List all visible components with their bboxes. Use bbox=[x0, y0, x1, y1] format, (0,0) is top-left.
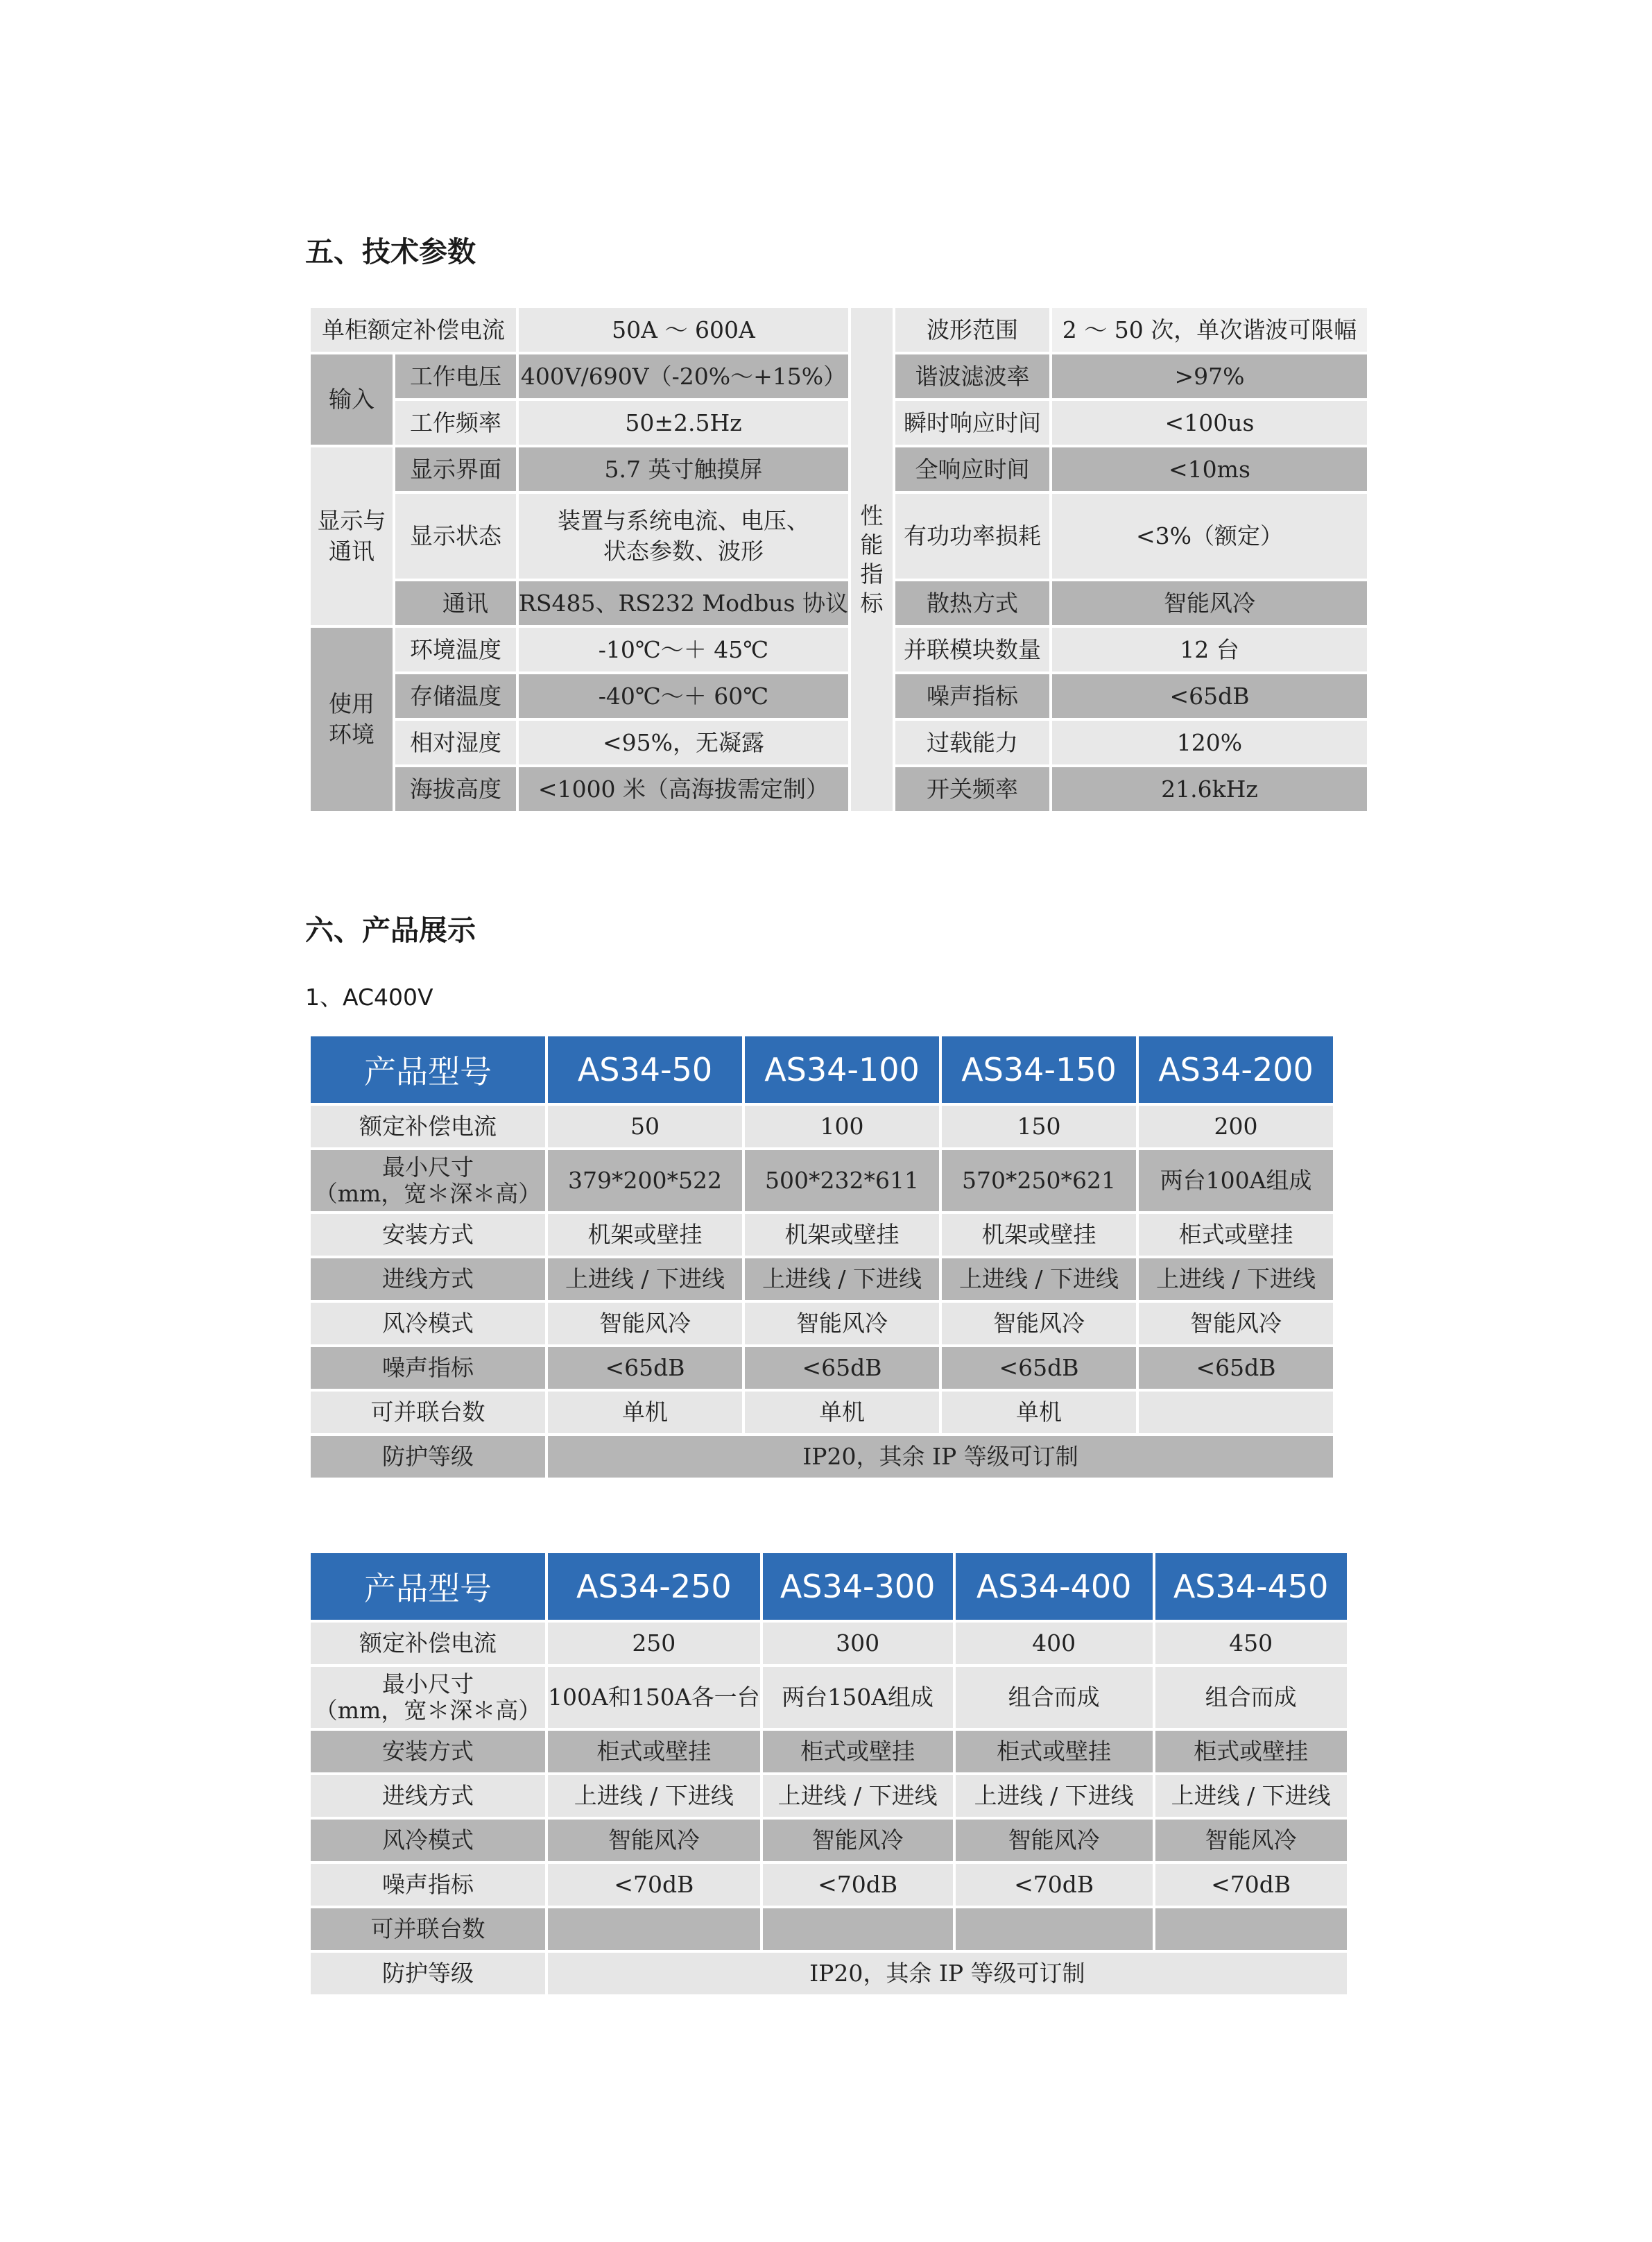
cell bbox=[548, 1908, 760, 1950]
section6-subtitle: 1、AC400V bbox=[305, 984, 433, 1011]
row-label: 额定补偿电流 bbox=[311, 1623, 545, 1664]
group-display: 显示与 通讯 bbox=[311, 447, 393, 625]
spec-value: -10℃～＋ 45℃ bbox=[519, 628, 848, 671]
cell: 单机 bbox=[745, 1392, 939, 1433]
cell: 柜式或壁挂 bbox=[1139, 1214, 1333, 1256]
cell: 上进线 / 下进线 bbox=[548, 1258, 742, 1300]
cell: 智能风冷 bbox=[548, 1303, 742, 1344]
cell: 智能风冷 bbox=[548, 1820, 760, 1861]
product-table-2 bbox=[308, 1550, 1350, 1997]
cell: 450 bbox=[1155, 1623, 1347, 1664]
spec-value: <10ms bbox=[1052, 447, 1367, 491]
spec-label: 散热方式 bbox=[895, 581, 1049, 625]
cell: 智能风冷 bbox=[1155, 1820, 1347, 1861]
spec-label: 相对湿度 bbox=[395, 721, 516, 764]
cell bbox=[1139, 1392, 1333, 1433]
cell: 400 bbox=[956, 1623, 1153, 1664]
spec-value: 12 台 bbox=[1052, 628, 1367, 671]
tech-spec-table bbox=[308, 305, 1370, 814]
spec-value: <95%，无凝露 bbox=[519, 721, 848, 764]
cell: 柜式或壁挂 bbox=[956, 1731, 1153, 1772]
spec-label: 显示状态 bbox=[395, 494, 516, 579]
spec-label: 有功功率损耗 bbox=[895, 494, 1049, 579]
cell-protection: IP20，其余 IP 等级可订制 bbox=[548, 1953, 1347, 1994]
spec-label: 全响应时间 bbox=[895, 447, 1049, 491]
row-label: 防护等级 bbox=[311, 1953, 545, 1994]
cell: 上进线 / 下进线 bbox=[942, 1258, 1136, 1300]
row-label: 噪声指标 bbox=[311, 1864, 545, 1906]
cell: 500*232*611 bbox=[745, 1150, 939, 1211]
cell: 上进线 / 下进线 bbox=[1139, 1258, 1333, 1300]
spec-value: <1000 米（高海拔需定制） bbox=[519, 767, 848, 811]
row-label: 可并联台数 bbox=[311, 1908, 545, 1950]
cell: 柜式或壁挂 bbox=[548, 1731, 760, 1772]
cell: 379*200*522 bbox=[548, 1150, 742, 1211]
model-header: AS34-400 bbox=[956, 1553, 1153, 1620]
cell: 机架或壁挂 bbox=[942, 1214, 1136, 1256]
model-header: AS34-100 bbox=[745, 1036, 939, 1103]
cell bbox=[1155, 1908, 1347, 1950]
spec-label: 开关频率 bbox=[895, 767, 1049, 811]
cell: 上进线 / 下进线 bbox=[1155, 1775, 1347, 1817]
cell: 50 bbox=[548, 1106, 742, 1147]
spec-value: 5.7 英寸触摸屏 bbox=[519, 447, 848, 491]
spec-label: 波形范围 bbox=[895, 308, 1049, 352]
spec-label: 过载能力 bbox=[895, 721, 1049, 764]
spec-value: 2 ～ 50 次，单次谐波可限幅 bbox=[1052, 308, 1367, 352]
cell: 智能风冷 bbox=[1139, 1303, 1333, 1344]
cell: 机架或壁挂 bbox=[745, 1214, 939, 1256]
row-label: 风冷模式 bbox=[311, 1820, 545, 1861]
spec-value: -40℃～＋ 60℃ bbox=[519, 674, 848, 718]
spec-value: 装置与系统电流、电压、 状态参数、波形 bbox=[519, 494, 848, 579]
cell bbox=[956, 1908, 1153, 1950]
cell: 上进线 / 下进线 bbox=[956, 1775, 1153, 1817]
cell: 100 bbox=[745, 1106, 939, 1147]
cell: <70dB bbox=[763, 1864, 953, 1906]
cell: 两台100A组成 bbox=[1139, 1150, 1333, 1211]
cell: 单机 bbox=[942, 1392, 1136, 1433]
cell-protection: IP20，其余 IP 等级可订制 bbox=[548, 1436, 1333, 1478]
row-label: 最小尺寸 （mm，宽＊深＊高） bbox=[311, 1667, 545, 1728]
row-label: 风冷模式 bbox=[311, 1303, 545, 1344]
cell: 组合而成 bbox=[1155, 1667, 1347, 1728]
spec-label: 工作电压 bbox=[395, 354, 516, 398]
cell: <70dB bbox=[1155, 1864, 1347, 1906]
cell: 300 bbox=[763, 1623, 953, 1664]
model-header: AS34-50 bbox=[548, 1036, 742, 1103]
row-label: 噪声指标 bbox=[311, 1347, 545, 1389]
cell: 机架或壁挂 bbox=[548, 1214, 742, 1256]
spec-value: <3%（额定） bbox=[1052, 494, 1367, 579]
cell: 柜式或壁挂 bbox=[763, 1731, 953, 1772]
spec-label: 谐波滤波率 bbox=[895, 354, 1049, 398]
cell: 智能风冷 bbox=[956, 1820, 1153, 1861]
spec-label: 显示界面 bbox=[395, 447, 516, 491]
spec-value: 智能风冷 bbox=[1052, 581, 1367, 625]
cell: 250 bbox=[548, 1623, 760, 1664]
model-header: AS34-150 bbox=[942, 1036, 1136, 1103]
spec-value: <100us bbox=[1052, 401, 1367, 445]
cell: 智能风冷 bbox=[745, 1303, 939, 1344]
group-input: 输入 bbox=[311, 354, 393, 445]
spec-value: 50A ～ 600A bbox=[519, 308, 848, 352]
spec-label: 海拔高度 bbox=[395, 767, 516, 811]
row-label: 额定补偿电流 bbox=[311, 1106, 545, 1147]
model-header: AS34-250 bbox=[548, 1553, 760, 1620]
group-env: 使用 环境 bbox=[311, 628, 393, 811]
cell bbox=[763, 1908, 953, 1950]
cell: 单机 bbox=[548, 1392, 742, 1433]
spec-label: 环境温度 bbox=[395, 628, 516, 671]
model-header: AS34-200 bbox=[1139, 1036, 1333, 1103]
spec-value: 21.6kHz bbox=[1052, 767, 1367, 811]
header-label: 产品型号 bbox=[311, 1036, 545, 1103]
cell: <65dB bbox=[942, 1347, 1136, 1389]
model-header: AS34-300 bbox=[763, 1553, 953, 1620]
cell: <70dB bbox=[548, 1864, 760, 1906]
cell: 上进线 / 下进线 bbox=[763, 1775, 953, 1817]
row-label: 可并联台数 bbox=[311, 1392, 545, 1433]
spec-value: >97% bbox=[1052, 354, 1367, 398]
cell: <65dB bbox=[1139, 1347, 1333, 1389]
cell: 智能风冷 bbox=[942, 1303, 1136, 1344]
spec-label: 并联模块数量 bbox=[895, 628, 1049, 671]
cell: 上进线 / 下进线 bbox=[548, 1775, 760, 1817]
spec-label: 通讯 bbox=[395, 581, 516, 625]
cell: 柜式或壁挂 bbox=[1155, 1731, 1347, 1772]
header-label: 产品型号 bbox=[311, 1553, 545, 1620]
cell: 150 bbox=[942, 1106, 1136, 1147]
cell: <70dB bbox=[956, 1864, 1153, 1906]
row-label: 进线方式 bbox=[311, 1258, 545, 1300]
spec-label: 存储温度 bbox=[395, 674, 516, 718]
cell: <65dB bbox=[745, 1347, 939, 1389]
section5-title: 五、技术参数 bbox=[305, 235, 476, 268]
cell: 200 bbox=[1139, 1106, 1333, 1147]
cell: 组合而成 bbox=[956, 1667, 1153, 1728]
product-table-1 bbox=[308, 1034, 1336, 1480]
section6-title: 六、产品展示 bbox=[305, 914, 476, 947]
cell: 570*250*621 bbox=[942, 1150, 1136, 1211]
spec-label: 噪声指标 bbox=[895, 674, 1049, 718]
row-label: 安装方式 bbox=[311, 1214, 545, 1256]
row-label: 最小尺寸 （mm，宽＊深＊高） bbox=[311, 1150, 545, 1211]
cell: 上进线 / 下进线 bbox=[745, 1258, 939, 1300]
spec-label: 单柜额定补偿电流 bbox=[311, 308, 516, 352]
perf-group-label: 性 能 指 标 bbox=[851, 308, 893, 811]
row-label: 进线方式 bbox=[311, 1775, 545, 1817]
spec-label: 工作频率 bbox=[395, 401, 516, 445]
cell: 智能风冷 bbox=[763, 1820, 953, 1861]
row-label: 安装方式 bbox=[311, 1731, 545, 1772]
cell: 100A和150A各一台 bbox=[548, 1667, 760, 1728]
spec-value: 50±2.5Hz bbox=[519, 401, 848, 445]
cell: 两台150A组成 bbox=[763, 1667, 953, 1728]
spec-value: 120% bbox=[1052, 721, 1367, 764]
model-header: AS34-450 bbox=[1155, 1553, 1347, 1620]
cell: <65dB bbox=[548, 1347, 742, 1389]
spec-value: 400V/690V（-20%～+15%） bbox=[519, 354, 848, 398]
spec-label: 瞬时响应时间 bbox=[895, 401, 1049, 445]
row-label: 防护等级 bbox=[311, 1436, 545, 1478]
spec-value: RS485、RS232 Modbus 协议 bbox=[519, 581, 848, 625]
spec-value: <65dB bbox=[1052, 674, 1367, 718]
